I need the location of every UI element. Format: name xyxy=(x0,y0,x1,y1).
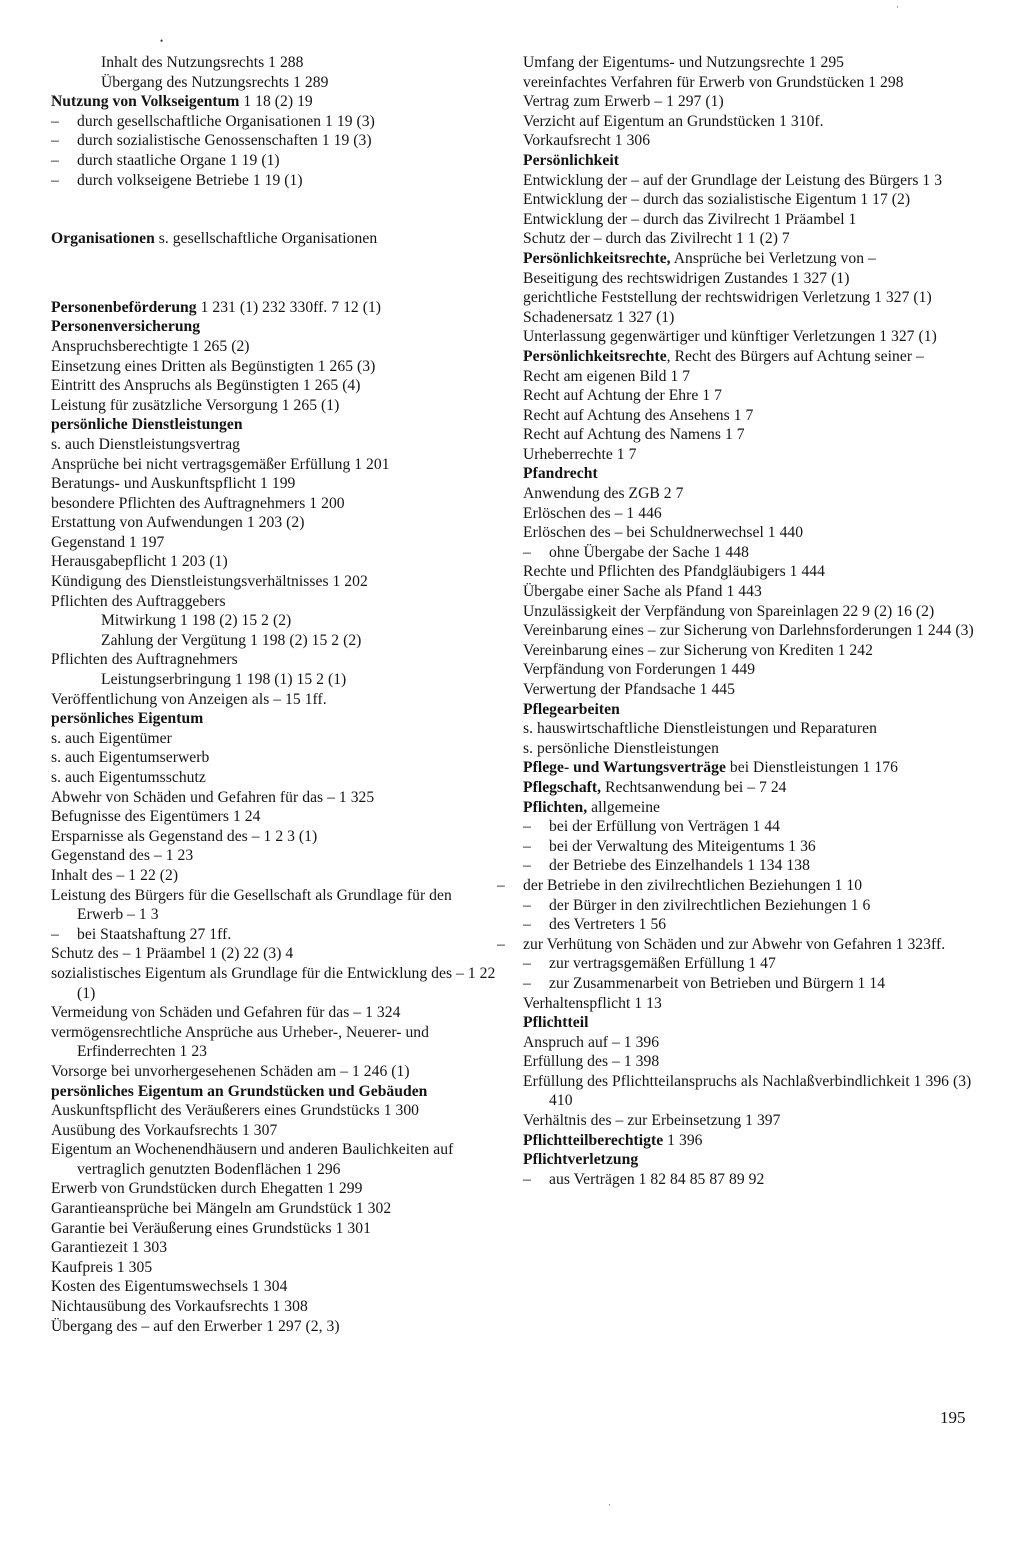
index-entry-text: Veröffentlichung von Anzeigen als – 15 1ff. xyxy=(51,690,327,708)
index-heading: Pflege- und Wartungsverträge xyxy=(523,759,726,777)
index-entry-text: Recht am eigenen Bild 1 7 xyxy=(523,367,691,385)
index-entry xyxy=(51,131,497,151)
index-entry xyxy=(51,1101,497,1121)
index-entry-text: Ersparnisse als Gegenstand des – 1 2 3 (1) xyxy=(51,827,318,845)
index-entry xyxy=(51,788,497,808)
index-entry xyxy=(51,357,497,377)
entry-spacer xyxy=(51,190,497,229)
index-entry xyxy=(523,1033,975,1053)
index-entry-text: Beratungs- und Auskunftspflicht 1 199 xyxy=(51,475,296,493)
index-entry xyxy=(51,533,497,553)
index-entry xyxy=(51,53,497,73)
index-entry xyxy=(51,631,497,651)
index-entry xyxy=(523,190,975,210)
index-entry xyxy=(51,1023,497,1062)
index-entry-text: Erfüllung des – 1 398 xyxy=(523,1053,660,1071)
index-heading: persönliches Eigentum xyxy=(51,710,204,728)
index-entry xyxy=(51,592,497,612)
index-entry xyxy=(51,1258,497,1278)
index-entry-text: Leistungserbringung 1 198 (1) 15 2 (1) xyxy=(101,671,347,689)
index-entry-text: Umfang der Eigentums- und Nutzungsrechte 1 295 xyxy=(523,54,845,71)
index-entry-text: Entwicklung der – durch das Zivilrecht 1 Präambel 1 xyxy=(523,210,857,228)
index-entry xyxy=(523,210,975,230)
index-entry xyxy=(51,73,497,93)
index-entry xyxy=(51,494,497,514)
index-entry-text: der Bürger in den zivilrechtlichen Beziehungen 1 6 xyxy=(549,896,871,914)
index-heading-text: 1 231 (1) 232 330ff. 7 12 (1) xyxy=(196,298,382,316)
index-entry-text: der Betriebe des Einzelhandels 1 134 138 xyxy=(549,857,810,875)
index-heading-entry xyxy=(51,415,497,435)
index-heading-text: allgemeine xyxy=(587,798,661,816)
index-heading-entry xyxy=(51,709,497,729)
index-entry-text: Vorsorge bei unvorhergesehenen Schäden am – 1 246 (1) xyxy=(51,1062,410,1080)
index-entry-text: sozialistisches Eigentum als Grundlage für die Entwicklung des – 1 22 (1) xyxy=(51,964,496,1002)
index-entry-text: Recht auf Achtung der Ehre 1 7 xyxy=(523,387,722,405)
index-entry-text: Entwicklung der – auf der Grundlage der Leistung des Bürgers 1 3 xyxy=(523,171,943,189)
index-entry-text: Vertrag zum Erwerb – 1 297 (1) xyxy=(523,93,724,111)
index-entry xyxy=(523,602,975,622)
index-heading-entry xyxy=(523,798,975,818)
index-entry xyxy=(51,807,497,827)
index-entry-text: Nichtausübung des Vorkaufsrechts 1 308 xyxy=(51,1298,308,1316)
index-entry xyxy=(523,92,975,112)
scan-speck: • xyxy=(160,36,164,46)
index-entry xyxy=(51,886,497,925)
index-entry-text: Vereinbarung eines – zur Sicherung von Darlehnsforderungen 1 244 (3) xyxy=(523,622,974,640)
index-entry-text: bei der Erfüllung von Verträgen 1 44 xyxy=(549,818,781,836)
index-entry xyxy=(51,435,497,455)
scan-speck: · xyxy=(896,2,899,12)
index-entry-text: Ansprüche bei nicht vertragsgemäßer Erfüllung 1 201 xyxy=(51,455,390,473)
index-entry xyxy=(51,1317,497,1337)
index-entry-text: Übergang des Nutzungsrechts 1 289 xyxy=(101,73,329,91)
index-entry xyxy=(523,504,975,524)
index-entry xyxy=(523,406,975,426)
index-entry xyxy=(523,445,975,465)
index-entry xyxy=(523,523,975,543)
index-entry-text: bei der Verwaltung des Miteigentums 1 36 xyxy=(549,837,816,855)
index-heading-entry xyxy=(523,758,975,778)
index-entry-text: Erlöschen des – 1 446 xyxy=(523,504,662,522)
index-entry-text: vereinfachtes Verfahren für Erwerb von Grundstücken 1 298 xyxy=(523,73,904,91)
index-heading: Nutzung von Volkseigentum xyxy=(51,93,240,111)
index-entry-text: Schadenersatz 1 327 (1) xyxy=(523,308,675,326)
index-entry xyxy=(523,131,975,151)
index-entry xyxy=(51,1199,497,1219)
index-entry-text: durch staatliche Organe 1 19 (1) xyxy=(77,151,280,169)
index-heading-text: 1 18 (2) 19 xyxy=(239,93,313,111)
index-entry-text: Leistung für zusätzliche Versorgung 1 265 (1) xyxy=(51,396,340,414)
index-heading: Persönlichkeitsrechte, xyxy=(523,249,671,267)
index-entry-text: s. hauswirtschaftliche Dienstleistungen und Reparaturen xyxy=(523,720,877,738)
index-entry-text: Erstattung von Aufwendungen 1 203 (2) xyxy=(51,514,305,532)
index-entry-text: Verwertung der Pfandsache 1 445 xyxy=(523,681,735,698)
index-entry xyxy=(523,876,975,896)
index-entry-text: Übergang des – auf den Erwerber 1 297 (2, 3) xyxy=(51,1317,340,1335)
index-heading-entry xyxy=(51,317,497,337)
index-entry-text: Verzicht auf Eigentum an Grundstücken 1 310f. xyxy=(523,112,824,130)
index-entry-text: Erlöschen des – bei Schuldnerwechsel 1 440 xyxy=(523,524,804,542)
index-entry-text: Erfüllung des Pflichtteilanspruchs als Nachlaßverbindlichkeit 1 396 (3) 410 xyxy=(523,1072,972,1110)
index-entry-text: Entwicklung der – durch das sozialistische Eigentum 1 17 (2) xyxy=(523,191,911,209)
index-heading-entry xyxy=(523,1150,975,1170)
index-entry-text: besondere Pflichten des Auftragnehmers 1 200 xyxy=(51,494,345,512)
index-entry-text: Verhältnis des – zur Erbeinsetzung 1 397 xyxy=(523,1112,781,1130)
index-entry-text: Anspruchsberechtigte 1 265 (2) xyxy=(51,337,250,355)
index-entry-text: s. persönliche Dienstleistungen xyxy=(523,739,719,757)
index-entry xyxy=(51,1179,497,1199)
index-entry xyxy=(523,837,975,857)
index-entry xyxy=(523,621,975,641)
index-heading-entry xyxy=(51,1082,497,1102)
index-column-left xyxy=(51,53,497,1336)
index-entry xyxy=(51,611,497,631)
index-heading: Pflegschaft, xyxy=(523,778,602,796)
index-entry xyxy=(51,171,497,191)
index-entry xyxy=(523,308,975,328)
index-entry-text: Anspruch auf – 1 396 xyxy=(523,1033,660,1051)
index-heading-text: Ansprüche bei Verletzung von – xyxy=(670,249,876,267)
index-entry-text: des Vertreters 1 56 xyxy=(549,916,667,934)
index-heading-text: , Recht des Bürgers auf Achtung seiner – xyxy=(666,347,924,365)
index-heading: persönliche Dienstleistungen xyxy=(51,416,243,434)
index-entry xyxy=(523,817,975,837)
index-entry xyxy=(523,171,975,191)
index-heading-text: bei Dienstleistungen 1 176 xyxy=(725,759,898,777)
index-entry xyxy=(523,660,975,680)
index-entry-text: vermögensrechtliche Ansprüche aus Urheber-, Neuerer- und Erfinderrechten 1 23 xyxy=(51,1023,430,1061)
index-entry-text: durch sozialistische Genossenschaften 1 19 (3) xyxy=(77,132,372,150)
index-heading-entry xyxy=(523,347,975,367)
index-entry xyxy=(51,729,497,749)
index-entry xyxy=(51,474,497,494)
index-entry xyxy=(523,974,975,994)
index-entry-text: Garantieansprüche bei Mängeln am Grundstück 1 302 xyxy=(51,1200,392,1218)
index-heading: Pfandrecht xyxy=(523,465,598,483)
index-entry xyxy=(51,925,497,945)
index-entry xyxy=(51,1277,497,1297)
index-entry xyxy=(523,562,975,582)
index-entry xyxy=(51,396,497,416)
index-entry-text: Inhalt des – 1 22 (2) xyxy=(51,866,179,884)
index-entry xyxy=(523,327,975,347)
index-entry-text: Einsetzung eines Dritten als Begünstigten 1 265 (3) xyxy=(51,357,376,375)
index-entry xyxy=(523,386,975,406)
index-entry xyxy=(523,1111,975,1131)
index-entry-text: bei Staatshaftung 27 1ff. xyxy=(77,925,232,943)
index-entry xyxy=(523,896,975,916)
index-entry xyxy=(51,513,497,533)
index-entry xyxy=(523,641,975,661)
index-entry xyxy=(523,739,975,759)
index-entry xyxy=(51,1003,497,1023)
index-entry-text: Befugnisse des Eigentümers 1 24 xyxy=(51,808,261,826)
index-entry xyxy=(523,915,975,935)
index-heading: Pflichtteilberechtigte xyxy=(523,1131,664,1149)
index-entry xyxy=(51,376,497,396)
index-entry-text: s. auch Dienstleistungsvertrag xyxy=(51,435,241,453)
index-heading: Persönlichkeitsrechte xyxy=(523,347,667,365)
index-entry-text: Ausübung des Vorkaufsrechts 1 307 xyxy=(51,1121,278,1139)
index-heading-entry xyxy=(51,92,497,112)
index-entry-text: Eintritt des Anspruchs als Begünstigten 1 265 (4) xyxy=(51,377,361,395)
index-entry xyxy=(51,768,497,788)
index-entry-text: Verhaltenspflicht 1 13 xyxy=(523,994,662,1012)
index-entry-text: Garantiezeit 1 303 xyxy=(51,1239,168,1257)
index-entry xyxy=(51,1140,497,1179)
scan-speck: · xyxy=(608,1500,611,1510)
index-heading: Personenbeförderung xyxy=(51,298,197,316)
index-entry-text: ohne Übergabe der Sache 1 448 xyxy=(549,543,749,561)
index-entry xyxy=(523,288,975,308)
index-entry-text: Mitwirkung 1 198 (2) 15 2 (2) xyxy=(101,612,292,630)
index-entry xyxy=(523,53,975,73)
index-entry xyxy=(523,425,975,445)
index-entry xyxy=(51,455,497,475)
index-entry-text: zur Verhütung von Schäden und zur Abwehr von Gefahren 1 323ff. xyxy=(523,935,946,953)
index-entry xyxy=(523,680,975,700)
index-entry xyxy=(51,866,497,886)
index-entry-text: Schutz des – 1 Präambel 1 (2) 22 (3) 4 xyxy=(51,945,294,963)
index-entry-text: Rechte und Pflichten des Pfandgläubigers 1 444 xyxy=(523,563,825,581)
index-entry-text: Kündigung des Dienstleistungsverhältnisses 1 202 xyxy=(51,573,368,591)
index-heading-entry xyxy=(523,249,975,269)
index-heading-entry xyxy=(523,700,975,720)
index-heading: Pflichten, xyxy=(523,798,588,816)
index-entry-text: Gegenstand des – 1 23 xyxy=(51,847,194,865)
index-entry xyxy=(51,670,497,690)
index-entry-text: Pflichten des Auftragnehmers xyxy=(51,651,238,669)
entry-spacer xyxy=(51,249,497,298)
index-entry-text: Anwendung des ZGB 2 7 xyxy=(523,485,684,503)
index-entry-text: s. auch Eigentumsschutz xyxy=(51,769,206,786)
index-entry-text: Recht auf Achtung des Ansehens 1 7 xyxy=(523,406,754,424)
index-entry-text: Inhalt des Nutzungsrechts 1 288 xyxy=(101,54,304,71)
index-entry xyxy=(523,1072,975,1111)
index-heading: persönliches Eigentum an Grundstücken und Gebäuden xyxy=(51,1082,428,1100)
index-entry-text: Recht auf Achtung des Namens 1 7 xyxy=(523,426,745,444)
index-entry-text: Garantie bei Veräußerung eines Grundstücks 1 301 xyxy=(51,1219,371,1237)
index-heading: Pflegearbeiten xyxy=(523,700,620,718)
index-entry xyxy=(523,1052,975,1072)
index-entry xyxy=(51,337,497,357)
index-entry-text: Vorkaufsrecht 1 306 xyxy=(523,132,651,150)
index-entry xyxy=(51,151,497,171)
index-entry-text: Kaufpreis 1 305 xyxy=(51,1258,153,1276)
index-entry-text: Erwerb von Grundstücken durch Ehegatten 1 299 xyxy=(51,1180,363,1198)
index-entry-text: Eigentum an Wochenendhäusern und anderen Baulichkeiten auf vertraglich genutzten Bodenflächen 1 296 xyxy=(51,1141,454,1178)
index-entry-text: Zahlung der Vergütung 1 198 (2) 15 2 (2) xyxy=(101,631,362,649)
index-entry xyxy=(51,827,497,847)
index-entry-text: Leistung des Bürgers für die Gesellschaft als Grundlage für den Erwerb – 1 3 xyxy=(51,886,452,924)
index-entry-text: Auskunftspflicht des Veräußerers eines Grundstücks 1 300 xyxy=(51,1102,420,1120)
index-entry xyxy=(523,367,975,387)
index-entry-text: s. auch Eigentümer xyxy=(51,729,172,747)
index-entry-text: durch gesellschaftliche Organisationen 1 19 (3) xyxy=(77,112,375,130)
index-entry xyxy=(51,944,497,964)
index-entry xyxy=(51,964,497,1003)
index-entry xyxy=(51,572,497,592)
index-entry xyxy=(51,1297,497,1317)
index-entry-text: Beseitigung des rechtswidrigen Zustandes 1 327 (1) xyxy=(523,269,850,287)
index-entry xyxy=(523,543,975,563)
page-number: 195 xyxy=(940,1408,966,1427)
index-heading-entry xyxy=(51,298,497,318)
index-entry-text: zur vertragsgemäßen Erfüllung 1 47 xyxy=(549,955,776,973)
index-entry xyxy=(51,748,497,768)
index-heading-entry xyxy=(523,464,975,484)
index-entry-text: aus Verträgen 1 82 84 85 87 89 92 xyxy=(549,1170,765,1188)
index-entry xyxy=(523,112,975,132)
index-heading-text: Rechtsanwendung bei – 7 24 xyxy=(601,778,787,796)
index-heading: Pflichtteil xyxy=(523,1014,589,1032)
index-entry-text: Übergabe einer Sache als Pfand 1 443 xyxy=(523,583,762,601)
index-entry xyxy=(51,690,497,710)
index-heading-entry xyxy=(523,1013,975,1033)
index-entry xyxy=(523,73,975,93)
index-entry xyxy=(523,719,975,739)
index-entry xyxy=(51,1238,497,1258)
index-entry xyxy=(51,650,497,670)
index-heading-entry xyxy=(523,1131,975,1151)
index-entry-text: Vereinbarung eines – zur Sicherung von Krediten 1 242 xyxy=(523,641,873,659)
index-heading-entry xyxy=(523,778,975,798)
index-entry xyxy=(523,1170,975,1190)
index-entry xyxy=(51,552,497,572)
index-entry-text: der Betriebe in den zivilrechtlichen Beziehungen 1 10 xyxy=(523,876,863,894)
index-entry xyxy=(51,846,497,866)
index-entry-text: Pflichten des Auftraggebers xyxy=(51,592,226,610)
index-entry-text: Schutz der – durch das Zivilrecht 1 1 (2) 7 xyxy=(523,230,790,248)
index-entry-text: Kosten des Eigentumswechsels 1 304 xyxy=(51,1278,288,1296)
index-entry xyxy=(523,954,975,974)
index-entry xyxy=(51,1219,497,1239)
index-entry xyxy=(523,582,975,602)
index-entry-text: Herausgabepflicht 1 203 (1) xyxy=(51,553,228,571)
index-entry-text: Vermeidung von Schäden und Gefahren für das – 1 324 xyxy=(51,1004,401,1022)
index-entry-text: Urheberrechte 1 7 xyxy=(523,445,637,463)
index-entry-text: Verpfändung von Forderungen 1 449 xyxy=(523,661,756,679)
index-entry-text: zur Zusammenarbeit von Betrieben und Bürgern 1 14 xyxy=(549,974,886,992)
index-heading-entry xyxy=(51,229,497,249)
index-entry-text: Unterlassung gegenwärtiger und künftiger Verletzungen 1 327 (1) xyxy=(523,328,937,346)
index-heading: Pflichtverletzung xyxy=(523,1151,639,1169)
index-entry-text: s. auch Eigentumserwerb xyxy=(51,749,210,767)
index-entry-text: gerichtliche Feststellung der rechtswidrigen Verletzung 1 327 (1) xyxy=(523,289,932,307)
index-heading-text: s. gesellschaftliche Organisationen xyxy=(154,230,378,248)
index-heading: Organisationen xyxy=(51,230,155,248)
index-entry xyxy=(523,856,975,876)
index-entry xyxy=(51,1121,497,1141)
index-entry xyxy=(523,994,975,1014)
index-entry-text: Gegenstand 1 197 xyxy=(51,533,165,551)
index-heading-entry xyxy=(523,151,975,171)
index-entry xyxy=(51,1062,497,1082)
index-entry xyxy=(523,484,975,504)
index-heading: Persönlichkeit xyxy=(523,151,619,169)
index-heading-text: 1 396 xyxy=(663,1131,703,1149)
index-column-right xyxy=(523,53,975,1189)
index-heading: Personenversicherung xyxy=(51,318,201,336)
index-entry xyxy=(523,229,975,249)
index-entry xyxy=(523,269,975,289)
index-entry xyxy=(51,112,497,132)
index-entry-text: Unzulässigkeit der Verpfändung von Spareinlagen 22 9 (2) 16 (2) xyxy=(523,602,935,620)
index-entry-text: durch volkseigene Betriebe 1 19 (1) xyxy=(77,171,303,189)
index-entry-text: Abwehr von Schäden und Gefahren für das – 1 325 xyxy=(51,788,375,806)
index-entry xyxy=(523,935,975,955)
